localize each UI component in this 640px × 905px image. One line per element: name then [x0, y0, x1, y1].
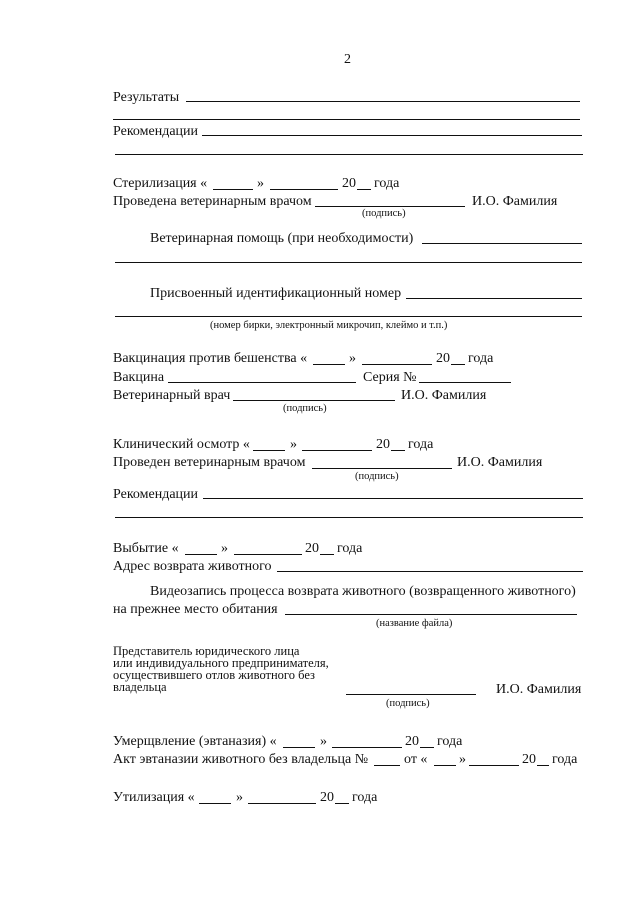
sterilization-performed-label: Проведена ветеринарным врачом [113, 194, 312, 209]
page-number: 2 [344, 52, 351, 67]
sterilization-signature-field[interactable] [315, 206, 465, 207]
euthanasia-act-day-field[interactable] [434, 765, 456, 766]
euthanasia-act-month-field[interactable] [469, 765, 519, 766]
euthanasia-act-close-quote: » [459, 752, 466, 767]
representative-line-1: Представитель юридического лица [113, 644, 300, 658]
representative-line-4: владельца [113, 680, 167, 694]
representative-name-placeholder: И.О. Фамилия [496, 682, 582, 697]
vaccine-label: Вакцина [113, 370, 165, 385]
disposal-year-prefix: 20 [320, 790, 334, 805]
clinical-exam-performed-label: Проведен ветеринарным врачом [113, 455, 306, 470]
sterilization-year-suffix: года [374, 176, 400, 191]
video-file-caption: (название файла) [376, 618, 453, 629]
euthanasia-act-number-field[interactable] [374, 765, 400, 766]
clinical-exam-month-field[interactable] [302, 450, 372, 451]
clinical-exam-day-field[interactable] [253, 450, 285, 451]
clinical-exam-recommendations-field[interactable] [203, 498, 583, 499]
departure-year-suffix: года [337, 541, 363, 556]
video-text-line-2: на прежнее место обитания [113, 602, 278, 617]
recommendations-label: Рекомендации [113, 124, 199, 139]
sterilization-signature-caption: (подпись) [362, 208, 406, 219]
departure-day-field[interactable] [185, 554, 217, 555]
euthanasia-day-field[interactable] [283, 747, 315, 748]
clinical-exam-year-field[interactable] [391, 450, 405, 451]
disposal-year-suffix: года [352, 790, 378, 805]
representative-line-3: осуществившего отлов животного без [113, 668, 315, 682]
vet-help-field[interactable] [422, 243, 582, 244]
representative-signature-field[interactable] [346, 694, 476, 695]
euthanasia-year-prefix: 20 [405, 734, 419, 749]
clinical-exam-signature-caption: (подпись) [355, 471, 399, 482]
vet-help-label: Ветеринарная помощь (при необходимости) [150, 231, 414, 246]
recommendations-field-line-2[interactable] [115, 154, 583, 155]
departure-year-field[interactable] [320, 554, 334, 555]
id-number-field[interactable] [406, 298, 582, 299]
euthanasia-act-from: от « [404, 752, 428, 767]
clinical-exam-year-suffix: года [408, 437, 434, 452]
video-file-field[interactable] [285, 614, 577, 615]
euthanasia-label: Умерщвление (эвтаназия) « [113, 734, 277, 749]
recommendations-field[interactable] [202, 135, 582, 136]
clinical-exam-name-placeholder: И.О. Фамилия [457, 455, 543, 470]
departure-label: Выбытие « [113, 541, 179, 556]
vet-help-field-line-2[interactable] [115, 262, 582, 263]
euthanasia-year-suffix: года [437, 734, 463, 749]
euthanasia-act-year-suffix: года [552, 752, 578, 767]
euthanasia-month-field[interactable] [332, 747, 402, 748]
departure-close-quote: » [221, 541, 228, 556]
euthanasia-act-label: Акт эвтаназии животного без владельца № [113, 752, 369, 767]
results-field[interactable] [186, 101, 580, 102]
series-label: Серия № [363, 370, 417, 385]
sterilization-name-placeholder: И.О. Фамилия [472, 194, 558, 209]
representative-line-2: или индивидуального предпринимателя, [113, 656, 329, 670]
clinical-exam-recommendations-field-line-2[interactable] [115, 517, 583, 518]
series-field[interactable] [419, 382, 511, 383]
vaccination-signature-field[interactable] [233, 400, 395, 401]
euthanasia-year-field[interactable] [420, 747, 434, 748]
results-field-line-2[interactable] [113, 119, 580, 120]
id-number-label: Присвоенный идентификационный номер [150, 286, 402, 301]
results-label: Результаты [113, 90, 180, 105]
vaccination-day-field[interactable] [313, 364, 345, 365]
vaccine-field[interactable] [168, 382, 356, 383]
clinical-exam-recommendations-label: Рекомендации [113, 487, 199, 502]
vaccination-close-quote: » [349, 351, 356, 366]
return-address-label: Адрес возврата животного [113, 559, 272, 574]
disposal-day-field[interactable] [199, 803, 231, 804]
vaccination-vet-label: Ветеринарный врач [113, 388, 231, 403]
return-address-field[interactable] [277, 571, 583, 572]
disposal-label: Утилизация « [113, 790, 195, 805]
sterilization-day-field[interactable] [213, 189, 253, 190]
departure-month-field[interactable] [234, 554, 302, 555]
disposal-month-field[interactable] [248, 803, 316, 804]
sterilization-year-field[interactable] [357, 189, 371, 190]
clinical-exam-close-quote: » [290, 437, 297, 452]
disposal-close-quote: » [236, 790, 243, 805]
sterilization-label: Стерилизация « [113, 176, 208, 191]
euthanasia-act-year-prefix: 20 [522, 752, 536, 767]
vaccination-label: Вакцинация против бешенства « [113, 351, 308, 366]
video-text-line-1: Видеозапись процесса возврата животного (возвращенного животного) [150, 584, 576, 599]
id-number-field-line-2[interactable] [115, 316, 582, 317]
sterilization-month-field[interactable] [270, 189, 338, 190]
vaccination-year-suffix: года [468, 351, 494, 366]
vaccination-month-field[interactable] [362, 364, 432, 365]
disposal-year-field[interactable] [335, 803, 349, 804]
vaccination-year-prefix: 20 [436, 351, 450, 366]
sterilization-close-quote: » [257, 176, 264, 191]
vaccination-signature-caption: (подпись) [283, 403, 327, 414]
clinical-exam-signature-field[interactable] [312, 468, 452, 469]
clinical-exam-label: Клинический осмотр « [113, 437, 250, 452]
euthanasia-act-year-field[interactable] [537, 765, 549, 766]
departure-year-prefix: 20 [305, 541, 319, 556]
id-number-caption: (номер бирки, электронный микрочип, клеймо и т.п.) [210, 320, 448, 331]
euthanasia-close-quote: » [320, 734, 327, 749]
vaccination-year-field[interactable] [451, 364, 465, 365]
sterilization-year-prefix: 20 [342, 176, 356, 191]
clinical-exam-year-prefix: 20 [376, 437, 390, 452]
representative-block [113, 645, 329, 693]
vaccination-name-placeholder: И.О. Фамилия [401, 388, 487, 403]
representative-signature-caption: (подпись) [386, 698, 430, 709]
